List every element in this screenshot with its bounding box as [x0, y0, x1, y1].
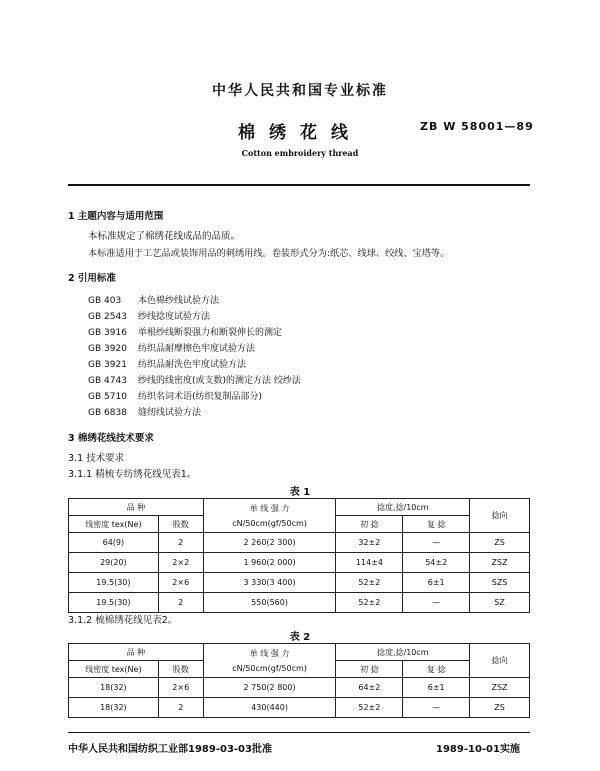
section-3-1-2-text: 3.1.2 梳棉绣花线见表2。	[68, 615, 178, 626]
header-strength: 单 线 强 力 cN/50cm(gf/50cm)	[203, 644, 336, 678]
table-row: 29(20) 2×2 1 960(2 000) 114±4 54±2 ZSZ	[69, 553, 530, 573]
reference-item: GB 4743 纱线的线密度(或支数)的测定方法 绞纱法	[88, 376, 301, 386]
table-row: 19.5(30) 2 550(560) 52±2 — SZ	[69, 593, 530, 613]
reference-item: GB 3920 纺织品耐摩擦色牢度试验方法	[88, 344, 256, 354]
header-strength: 单 线 强 力 cN/50cm(gf/50cm)	[203, 499, 336, 533]
header-initial-twist: 初 捻	[336, 516, 403, 533]
header-density: 线密度 tex(Ne)	[69, 661, 159, 678]
header-double-twist: 复 捻	[403, 661, 470, 678]
header-twist: 捻度,捻/10cm	[336, 499, 470, 516]
reference-item: GB 6838 缝纫线试验方法	[88, 408, 202, 418]
reference-item: GB 3916 单根纱线断裂强力和断裂伸长的测定	[88, 328, 283, 338]
reference-item: GB 3921 纺织品耐洗色牢度试验方法	[88, 360, 247, 370]
section-1-title: 1 主题内容与适用范围	[68, 211, 164, 222]
section-3-1-title: 3.1 技术要求	[68, 453, 125, 464]
table-2	[68, 643, 530, 718]
section-1-paragraph-2: 本标准适用于工艺品或装饰用品的刺绣用线。卷装形式分为:纸芯、线球、绞线、宝塔等。	[88, 248, 450, 259]
table-row: 18(32) 2 430(440) 52±2 — ZS	[69, 698, 530, 718]
header-plies: 股数	[158, 661, 203, 678]
table-row: 19.5(30) 2×6 3 330(3 400) 52±2 6±1 SZS	[69, 573, 530, 593]
table-row: 64(9) 2 2 260(2 300) 32±2 — ZS	[69, 533, 530, 553]
effective-date: 1989-10-01实施	[436, 744, 520, 755]
header-initial-twist: 初 捻	[336, 661, 403, 678]
section-3-title: 3 棉绣花线技术要求	[68, 433, 154, 444]
issuing-organization: 中华人民共和国专业标准	[212, 83, 388, 99]
table-2-caption: 表 2	[289, 632, 311, 643]
table-row: 18(32) 2×6 2 750(2 800) 64±2 6±1 ZSZ	[69, 678, 530, 698]
table-1-caption: 表 1	[289, 487, 311, 498]
section-1-paragraph-1: 本标准规定了棉绣花线成品的品质。	[88, 231, 241, 242]
section-3-1-1-text: 3.1.1 精梳专纺绣花线见表1。	[68, 469, 197, 480]
table-1	[68, 498, 530, 613]
header-twist-direction: 捻向	[470, 644, 530, 678]
section-2-title: 2 引用标准	[68, 273, 116, 284]
header-variety: 品 种	[69, 499, 204, 516]
standard-title-english: Cotton embroidery thread	[241, 148, 359, 158]
header-twist-direction: 捻向	[470, 499, 530, 533]
header-variety: 品 种	[69, 644, 204, 661]
standard-code: ZB W 58001—89	[420, 120, 534, 133]
standard-title: 棉绣花线	[238, 123, 362, 143]
header-twist: 捻度,捻/10cm	[336, 644, 470, 661]
reference-item: GB 2543 纱线捻度试验方法	[88, 312, 211, 322]
header-plies: 股数	[158, 516, 203, 533]
header-divider	[68, 184, 530, 186]
approval-statement: 中华人民共和国纺织工业部1989-03-03批准	[68, 744, 272, 755]
header-density: 线密度 tex(Ne)	[69, 516, 159, 533]
header-double-twist: 复 捻	[403, 516, 470, 533]
reference-item: GB 5710 纺织名词术语(纺织复制品部分)	[88, 392, 263, 402]
footer-divider	[68, 732, 530, 733]
reference-item: GB 403 本色棉纱线试验方法	[88, 296, 220, 306]
